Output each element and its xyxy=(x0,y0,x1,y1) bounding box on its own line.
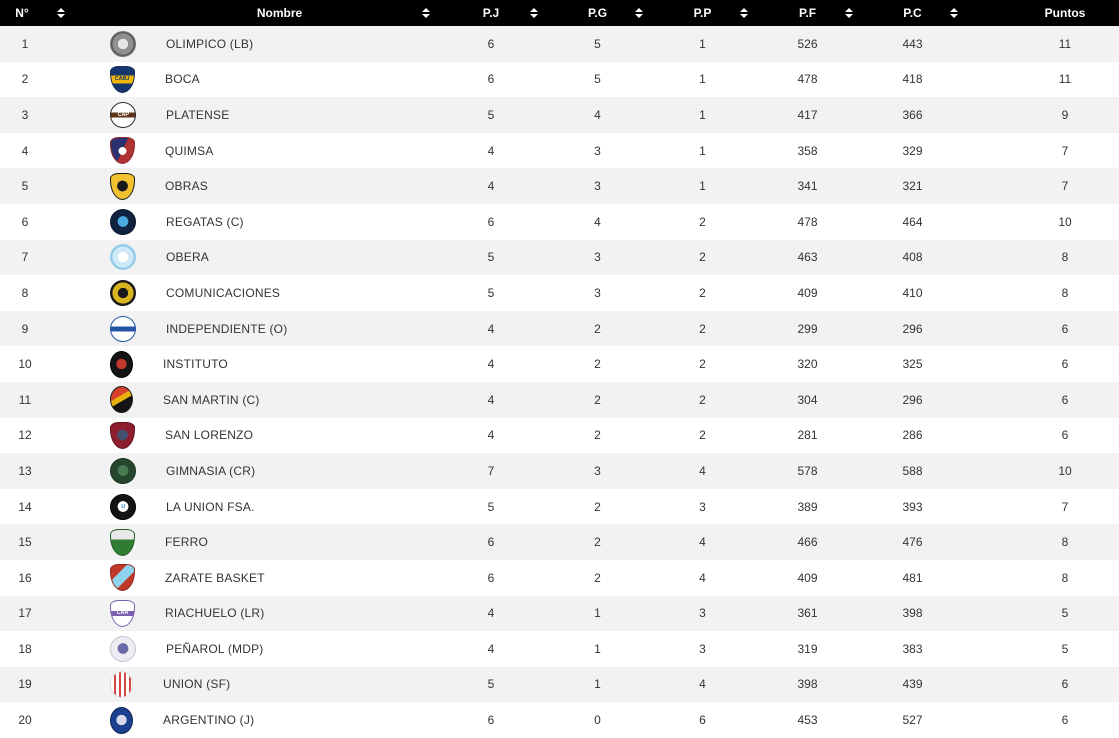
pf-cell: 319 xyxy=(755,631,860,667)
comunicaciones-logo xyxy=(110,280,136,306)
pj-cell: 4 xyxy=(437,382,545,418)
pg-cell: 2 xyxy=(545,311,650,347)
column-label: P.J xyxy=(482,6,500,20)
pc-cell: 366 xyxy=(860,97,965,133)
pg-cell: 4 xyxy=(545,204,650,240)
pp-cell: 4 xyxy=(650,453,755,489)
pj-cell: 6 xyxy=(437,560,545,596)
rank-cell: 19 xyxy=(0,667,72,703)
team-cell xyxy=(72,275,437,311)
pg-cell: 3 xyxy=(545,133,650,169)
rank-cell: 18 xyxy=(0,631,72,667)
pf-cell: 478 xyxy=(755,204,860,240)
pf-cell: 409 xyxy=(755,560,860,596)
puntos-cell: 5 xyxy=(965,631,1119,667)
column-label: Nombre xyxy=(256,6,303,20)
pf-cell: 389 xyxy=(755,489,860,525)
pf-cell: 320 xyxy=(755,346,860,382)
puntos-cell: 7 xyxy=(965,133,1119,169)
team-name: OBERA xyxy=(166,250,210,265)
team-cell xyxy=(72,168,437,204)
team-cell xyxy=(72,560,437,596)
pp-cell: 2 xyxy=(650,275,755,311)
pg-cell: 5 xyxy=(545,26,650,62)
rank-cell: 12 xyxy=(0,418,72,454)
puntos-cell: 6 xyxy=(965,418,1119,454)
pg-cell: 3 xyxy=(545,168,650,204)
san-martin-c-logo xyxy=(110,386,133,413)
table-row xyxy=(0,311,1119,347)
puntos-cell: 5 xyxy=(965,596,1119,632)
rank-cell: 8 xyxy=(0,275,72,311)
column-header-pf[interactable] xyxy=(755,0,860,26)
team-name: PEÑAROL (MDP) xyxy=(166,641,264,656)
pj-cell: 7 xyxy=(437,453,545,489)
platense-logo: CAP xyxy=(110,102,136,128)
puntos-cell: 11 xyxy=(965,62,1119,98)
instituto-logo xyxy=(110,351,133,378)
puntos-cell: 8 xyxy=(965,275,1119,311)
pj-cell: 4 xyxy=(437,596,545,632)
puntos-cell: 8 xyxy=(965,524,1119,560)
pj-cell: 4 xyxy=(437,418,545,454)
sort-both-icon[interactable] xyxy=(950,8,958,18)
rank-cell: 1 xyxy=(0,26,72,62)
pj-cell: 6 xyxy=(437,62,545,98)
team-cell xyxy=(72,204,437,240)
zarate-basket-logo xyxy=(110,564,135,591)
table-row xyxy=(0,418,1119,454)
pf-cell: 453 xyxy=(755,702,860,738)
column-label: P.C xyxy=(903,6,922,20)
pj-cell: 4 xyxy=(437,311,545,347)
pc-cell: 321 xyxy=(860,168,965,204)
pj-cell: 4 xyxy=(437,346,545,382)
team-cell xyxy=(72,702,437,738)
pj-cell: 4 xyxy=(437,631,545,667)
column-header-nombre[interactable] xyxy=(72,0,437,26)
table-row xyxy=(0,667,1119,703)
table-row xyxy=(0,240,1119,276)
pj-cell: 4 xyxy=(437,168,545,204)
column-label: P.G xyxy=(587,6,608,20)
rank-cell: 7 xyxy=(0,240,72,276)
team-cell xyxy=(72,26,437,62)
rank-cell: 3 xyxy=(0,97,72,133)
team-name: INSTITUTO xyxy=(163,357,228,372)
obera-logo xyxy=(110,244,136,270)
pf-cell: 463 xyxy=(755,240,860,276)
table-row xyxy=(0,560,1119,596)
pg-cell: 3 xyxy=(545,453,650,489)
table-header xyxy=(0,0,1119,26)
pc-cell: 418 xyxy=(860,62,965,98)
pj-cell: 5 xyxy=(437,489,545,525)
la-union-fsa-logo: U xyxy=(110,494,136,520)
puntos-cell: 7 xyxy=(965,168,1119,204)
team-name: REGATAS (C) xyxy=(166,214,244,229)
table-row xyxy=(0,275,1119,311)
quimsa-logo xyxy=(110,137,135,164)
boca-logo: CABJ xyxy=(110,66,135,93)
pj-cell: 5 xyxy=(437,667,545,703)
sort-both-icon[interactable] xyxy=(57,8,65,18)
puntos-cell: 6 xyxy=(965,382,1119,418)
pp-cell: 4 xyxy=(650,524,755,560)
team-cell xyxy=(72,418,437,454)
pj-cell: 6 xyxy=(437,26,545,62)
olimpico-lb-logo xyxy=(110,31,136,57)
pg-cell: 0 xyxy=(545,702,650,738)
team-name: LA UNION FSA. xyxy=(166,499,255,514)
pp-cell: 2 xyxy=(650,311,755,347)
pg-cell: 3 xyxy=(545,240,650,276)
sort-both-icon[interactable] xyxy=(422,8,430,18)
pf-cell: 526 xyxy=(755,26,860,62)
union-sf-logo xyxy=(110,671,133,698)
pg-cell: 2 xyxy=(545,346,650,382)
pc-cell: 410 xyxy=(860,275,965,311)
team-name: RIACHUELO (LR) xyxy=(165,606,265,621)
team-cell xyxy=(72,667,437,703)
team-cell xyxy=(72,596,437,632)
pg-cell: 5 xyxy=(545,62,650,98)
regatas-logo xyxy=(110,209,136,235)
pg-cell: 1 xyxy=(545,596,650,632)
pf-cell: 409 xyxy=(755,275,860,311)
standings-body xyxy=(0,26,1119,738)
pp-cell: 4 xyxy=(650,560,755,596)
pp-cell: 2 xyxy=(650,240,755,276)
pj-cell: 5 xyxy=(437,97,545,133)
column-label: P.P xyxy=(693,6,712,20)
column-label: Puntos xyxy=(1044,6,1086,20)
rank-cell: 9 xyxy=(0,311,72,347)
team-name: GIMNASIA (CR) xyxy=(166,463,256,478)
pp-cell: 3 xyxy=(650,489,755,525)
sort-both-icon[interactable] xyxy=(530,8,538,18)
pc-cell: 588 xyxy=(860,453,965,489)
table-row xyxy=(0,204,1119,240)
team-cell xyxy=(72,489,437,525)
pc-cell: 476 xyxy=(860,524,965,560)
table-row xyxy=(0,168,1119,204)
pp-cell: 4 xyxy=(650,667,755,703)
column-header-puntos xyxy=(965,0,1119,26)
team-name: SAN MARTIN (C) xyxy=(163,392,260,407)
pj-cell: 5 xyxy=(437,240,545,276)
puntos-cell: 10 xyxy=(965,204,1119,240)
team-name: FERRO xyxy=(165,535,208,550)
pc-cell: 296 xyxy=(860,311,965,347)
team-name: OLIMPICO (LB) xyxy=(166,36,254,51)
table-row xyxy=(0,62,1119,98)
table-row xyxy=(0,133,1119,169)
rank-cell: 14 xyxy=(0,489,72,525)
table-row xyxy=(0,702,1119,738)
team-name: OBRAS xyxy=(165,179,209,194)
pg-cell: 2 xyxy=(545,489,650,525)
rank-cell: 15 xyxy=(0,524,72,560)
argentino-j-logo xyxy=(110,707,133,734)
rank-cell: 10 xyxy=(0,346,72,382)
team-cell xyxy=(72,311,437,347)
pp-cell: 2 xyxy=(650,382,755,418)
pj-cell: 6 xyxy=(437,524,545,560)
table-row xyxy=(0,631,1119,667)
puntos-cell: 7 xyxy=(965,489,1119,525)
team-cell xyxy=(72,97,437,133)
obras-logo xyxy=(110,173,135,200)
table-row xyxy=(0,596,1119,632)
table-row xyxy=(0,346,1119,382)
table-row xyxy=(0,382,1119,418)
team-cell xyxy=(72,453,437,489)
pj-cell: 5 xyxy=(437,275,545,311)
pc-cell: 393 xyxy=(860,489,965,525)
pp-cell: 1 xyxy=(650,168,755,204)
column-header-pc[interactable] xyxy=(860,0,965,26)
team-cell xyxy=(72,382,437,418)
team-name: BOCA xyxy=(165,72,200,87)
table-row xyxy=(0,453,1119,489)
rank-cell: 20 xyxy=(0,702,72,738)
pg-cell: 1 xyxy=(545,631,650,667)
pg-cell: 2 xyxy=(545,418,650,454)
team-name: PLATENSE xyxy=(166,107,230,122)
rank-cell: 5 xyxy=(0,168,72,204)
pp-cell: 3 xyxy=(650,631,755,667)
rank-cell: 11 xyxy=(0,382,72,418)
puntos-cell: 8 xyxy=(965,560,1119,596)
pp-cell: 1 xyxy=(650,26,755,62)
team-cell xyxy=(72,240,437,276)
pf-cell: 417 xyxy=(755,97,860,133)
pc-cell: 398 xyxy=(860,596,965,632)
team-cell xyxy=(72,346,437,382)
pf-cell: 478 xyxy=(755,62,860,98)
rank-cell: 4 xyxy=(0,133,72,169)
sort-both-icon[interactable] xyxy=(635,8,643,18)
pf-cell: 361 xyxy=(755,596,860,632)
pf-cell: 304 xyxy=(755,382,860,418)
rank-cell: 6 xyxy=(0,204,72,240)
table-row xyxy=(0,97,1119,133)
sort-both-icon[interactable] xyxy=(740,8,748,18)
puntos-cell: 6 xyxy=(965,311,1119,347)
pg-cell: 2 xyxy=(545,524,650,560)
team-name: INDEPENDIENTE (O) xyxy=(166,321,288,336)
pp-cell: 1 xyxy=(650,62,755,98)
team-name: ZARATE BASKET xyxy=(165,570,265,585)
puntos-cell: 6 xyxy=(965,346,1119,382)
puntos-cell: 10 xyxy=(965,453,1119,489)
pp-cell: 2 xyxy=(650,346,755,382)
puntos-cell: 6 xyxy=(965,667,1119,703)
rank-cell: 13 xyxy=(0,453,72,489)
pj-cell: 6 xyxy=(437,702,545,738)
column-label: N° xyxy=(15,6,29,20)
pg-cell: 2 xyxy=(545,382,650,418)
pc-cell: 325 xyxy=(860,346,965,382)
puntos-cell: 9 xyxy=(965,97,1119,133)
pp-cell: 1 xyxy=(650,133,755,169)
column-label: P.F xyxy=(798,6,817,20)
team-cell xyxy=(72,133,437,169)
rank-cell: 16 xyxy=(0,560,72,596)
column-header-pj[interactable] xyxy=(437,0,545,26)
pf-cell: 578 xyxy=(755,453,860,489)
pp-cell: 1 xyxy=(650,97,755,133)
pf-cell: 281 xyxy=(755,418,860,454)
pg-cell: 3 xyxy=(545,275,650,311)
riachuelo-lr-logo: CAR xyxy=(110,600,135,627)
gimnasia-cr-logo xyxy=(110,458,136,484)
pf-cell: 341 xyxy=(755,168,860,204)
team-name: ARGENTINO (J) xyxy=(163,713,255,728)
team-name: SAN LORENZO xyxy=(165,428,254,443)
pc-cell: 481 xyxy=(860,560,965,596)
pc-cell: 439 xyxy=(860,667,965,703)
penarol-mdp-logo xyxy=(110,636,136,662)
pp-cell: 2 xyxy=(650,418,755,454)
pf-cell: 466 xyxy=(755,524,860,560)
pf-cell: 358 xyxy=(755,133,860,169)
pc-cell: 527 xyxy=(860,702,965,738)
pc-cell: 329 xyxy=(860,133,965,169)
rank-cell: 2 xyxy=(0,62,72,98)
team-name: COMUNICACIONES xyxy=(166,285,281,300)
team-name: UNION (SF) xyxy=(163,677,231,692)
table-row xyxy=(0,26,1119,62)
pp-cell: 6 xyxy=(650,702,755,738)
san-lorenzo-logo xyxy=(110,422,135,449)
column-header-rank[interactable] xyxy=(0,0,72,26)
pg-cell: 1 xyxy=(545,667,650,703)
pc-cell: 464 xyxy=(860,204,965,240)
team-cell xyxy=(72,524,437,560)
pf-cell: 299 xyxy=(755,311,860,347)
pj-cell: 4 xyxy=(437,133,545,169)
sort-both-icon[interactable] xyxy=(845,8,853,18)
independiente-o-logo xyxy=(110,316,136,342)
pg-cell: 2 xyxy=(545,560,650,596)
ferro-logo xyxy=(110,529,135,556)
pc-cell: 443 xyxy=(860,26,965,62)
pc-cell: 286 xyxy=(860,418,965,454)
pc-cell: 296 xyxy=(860,382,965,418)
pf-cell: 398 xyxy=(755,667,860,703)
pc-cell: 408 xyxy=(860,240,965,276)
table-row xyxy=(0,489,1119,525)
pp-cell: 2 xyxy=(650,204,755,240)
puntos-cell: 6 xyxy=(965,702,1119,738)
table-row xyxy=(0,524,1119,560)
puntos-cell: 11 xyxy=(965,26,1119,62)
pp-cell: 3 xyxy=(650,596,755,632)
pc-cell: 383 xyxy=(860,631,965,667)
puntos-cell: 8 xyxy=(965,240,1119,276)
pj-cell: 6 xyxy=(437,204,545,240)
column-header-pp[interactable] xyxy=(650,0,755,26)
column-header-pg[interactable] xyxy=(545,0,650,26)
team-cell xyxy=(72,631,437,667)
team-cell xyxy=(72,62,437,98)
pg-cell: 4 xyxy=(545,97,650,133)
rank-cell: 17 xyxy=(0,596,72,632)
team-name: QUIMSA xyxy=(165,143,214,158)
